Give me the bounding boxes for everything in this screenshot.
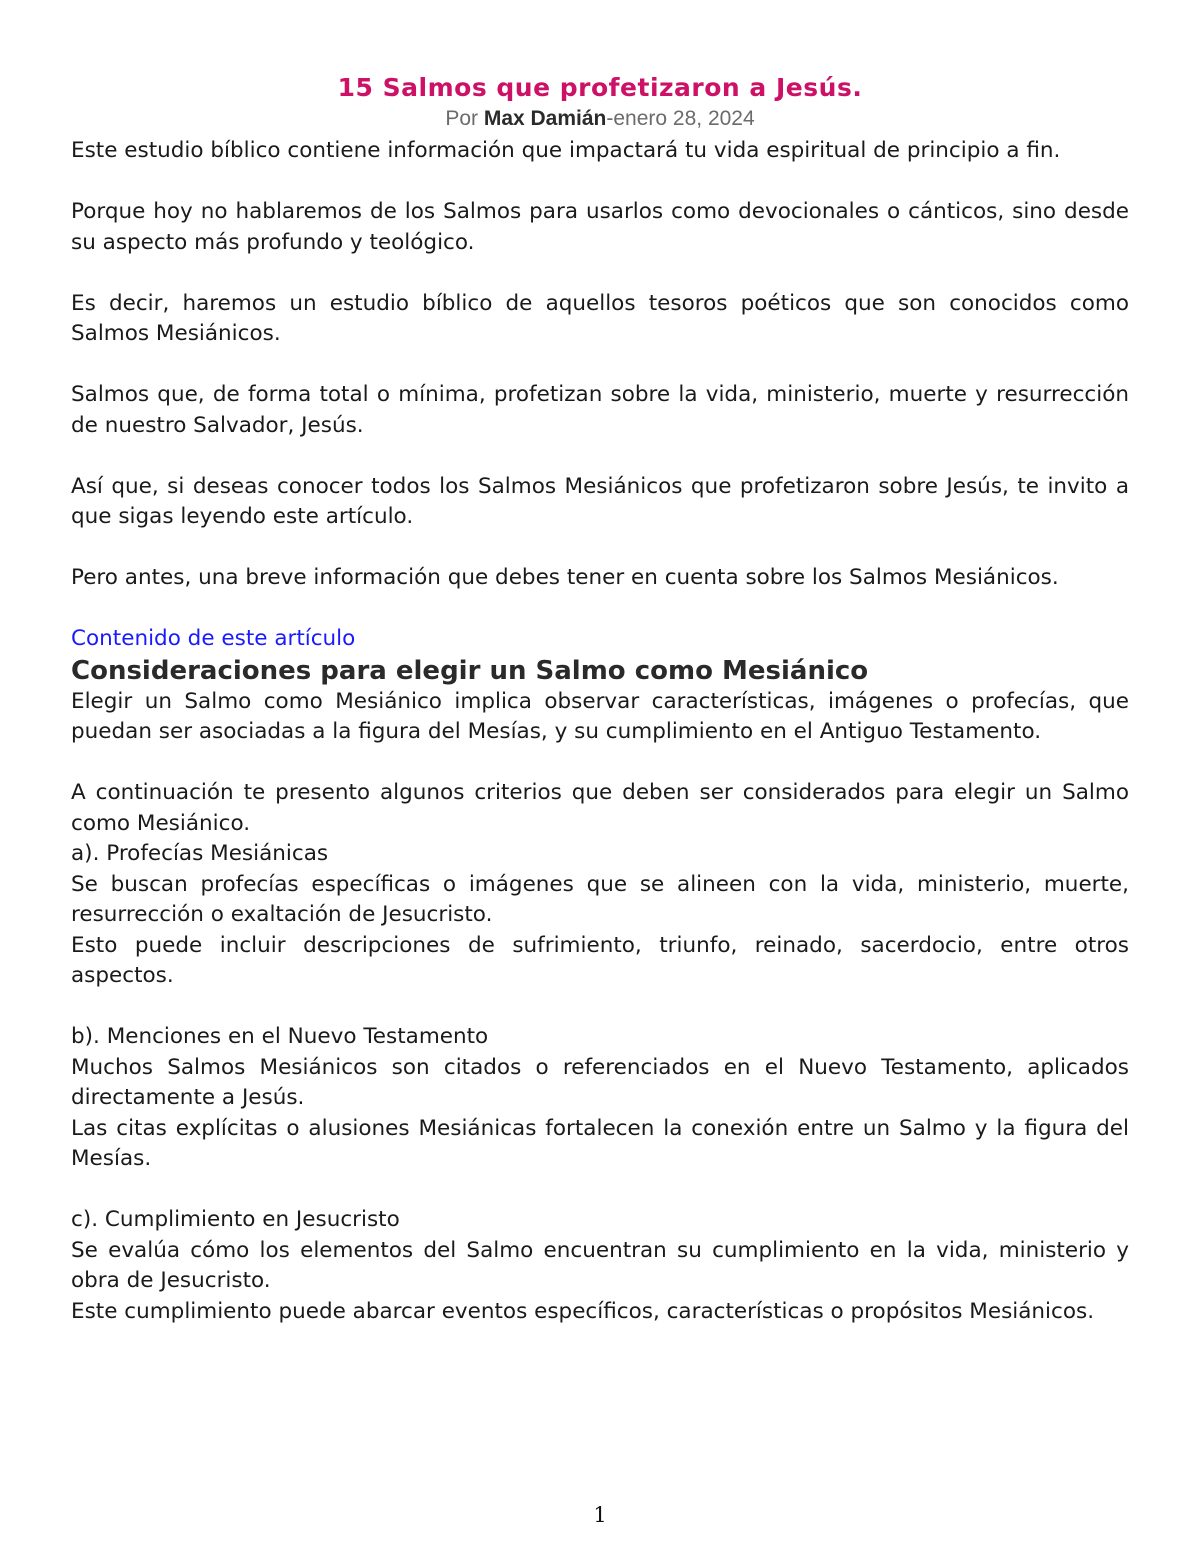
intro-paragraph: Es decir, haremos un estudio bíblico de aquellos tesoros poéticos que son conocidos como Salmos Mesiánicos.: [71, 290, 1129, 346]
section-heading: Consideraciones para elegir un Salmo como Mesiánico: [71, 655, 869, 686]
document-page: [71, 70, 1129, 1327]
author-name[interactable]: Max Damián: [483, 107, 607, 130]
criterion-paragraph: Las citas explícitas o alusiones Mesiánicas fortalecen la conexión entre un Salmo y la figura del Mesías.: [71, 1115, 1129, 1171]
paragraph-spacer: [71, 258, 1129, 289]
intro-paragraph: Salmos que, de forma total o mínima, profetizan sobre la vida, ministerio, muerte y resurrección de nuestro Salvador, Jesús.: [71, 382, 1129, 438]
criterion-label-a: a). Profecías Mesiánicas: [71, 841, 329, 866]
table-of-contents-link[interactable]: Contenido de este artículo: [71, 626, 356, 651]
paragraph-spacer: [71, 992, 1129, 1023]
intro-paragraph: Pero antes, una breve información que debes tener en cuenta sobre los Salmos Mesiánicos.: [71, 565, 1059, 590]
paragraph-spacer: [71, 533, 1129, 564]
intro-paragraph: Así que, si deseas conocer todos los Salmos Mesiánicos que profetizaron sobre Jesús, te invito a que sigas leyendo este artículo.: [71, 473, 1129, 529]
byline: [71, 106, 1129, 132]
criterion-label-c: c). Cumplimiento en Jesucristo: [71, 1207, 400, 1232]
paragraph-spacer: [71, 441, 1129, 472]
criterion-label-b: b). Menciones en el Nuevo Testamento: [71, 1024, 489, 1049]
criterion-paragraph: Muchos Salmos Mesiánicos son citados o referenciados en el Nuevo Testamento, aplicados directamente a Jesús.: [71, 1054, 1129, 1110]
paragraph-spacer: [71, 748, 1129, 779]
intro-paragraph: Porque hoy no hablaremos de los Salmos para usarlos como devocionales o cánticos, sino desde su aspecto más profundo y teológico.: [71, 199, 1129, 255]
article-title: 15 Salmos que profetizaron a Jesús.: [337, 73, 863, 102]
criteria-intro-paragraph: A continuación te presento algunos criterios que deben ser considerados para elegir un Salmo como Mesiánico.: [71, 780, 1129, 836]
paragraph-spacer: [71, 350, 1129, 381]
section-intro-paragraph: Elegir un Salmo como Mesiánico implica observar características, imágenes o profecías, que puedan ser asociadas a la figura del Mesías, y su cumplimiento en el Antiguo Testamento.: [71, 688, 1129, 744]
paragraph-spacer: [71, 594, 1129, 625]
criterion-paragraph: Esto puede incluir descripciones de sufrimiento, triunfo, reinado, sacerdocio, entre otros aspectos.: [71, 932, 1129, 988]
intro-paragraph: Este estudio bíblico contiene información que impactará tu vida espiritual de principio a fin.: [71, 138, 1061, 163]
page-number: 1: [593, 1503, 607, 1527]
criterion-paragraph: Se buscan profecías específicas o imágenes que se alineen con la vida, ministerio, muerte, resurrección o exaltación de Jesucristo.: [71, 871, 1129, 927]
paragraph-spacer: [71, 167, 1129, 198]
criterion-paragraph: Se evalúa cómo los elementos del Salmo encuentran su cumplimiento en la vida, ministerio y obra de Jesucristo.: [71, 1237, 1129, 1293]
byline-prefix: Por: [445, 107, 484, 130]
criterion-paragraph: Este cumplimiento puede abarcar eventos específicos, características o propósitos Mesiánicos.: [71, 1298, 1095, 1324]
paragraph-spacer: [71, 1175, 1129, 1206]
publish-date: -enero 28, 2024: [606, 107, 755, 130]
